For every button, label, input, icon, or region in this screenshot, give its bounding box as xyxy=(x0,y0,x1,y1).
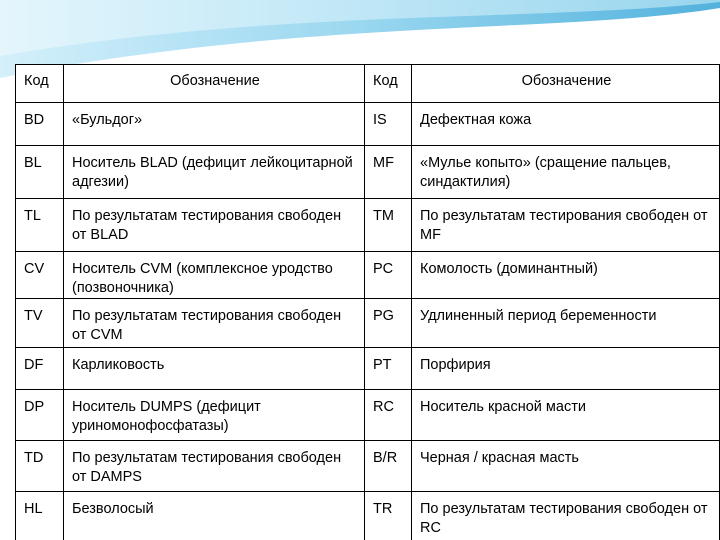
cell-code: TM xyxy=(365,199,412,252)
header-designation-2: Обозначение xyxy=(412,65,720,103)
cell-code: BL xyxy=(16,146,64,199)
table-row xyxy=(16,199,720,252)
cell-designation: По результатам тестирования свободен от RC xyxy=(412,492,720,540)
cell-code: PG xyxy=(365,299,412,348)
cell-designation: По результатам тестирования свободен от MF xyxy=(412,199,720,252)
table-row xyxy=(16,492,720,540)
cell-designation: Порфирия xyxy=(412,348,720,390)
cell-code: RC xyxy=(365,390,412,441)
table-row xyxy=(16,103,720,146)
cell-designation: Черная / красная масть xyxy=(412,441,720,492)
cell-designation: Носитель BLAD (дефицит лейкоцитарной адгезии) xyxy=(64,146,365,199)
cell-designation: Карликовость xyxy=(64,348,365,390)
header-designation-1: Обозначение xyxy=(64,65,365,103)
cell-designation: По результатам тестирования свободен от BLAD xyxy=(64,199,365,252)
cell-code: B/R xyxy=(365,441,412,492)
cell-code: CV xyxy=(16,252,64,299)
cell-designation: Носитель красной масти xyxy=(412,390,720,441)
table-row xyxy=(16,252,720,299)
cell-code: TR xyxy=(365,492,412,540)
cell-code: HL xyxy=(16,492,64,540)
cell-designation: По результатам тестирования свободен от CVM xyxy=(64,299,365,348)
header-code-2: Код xyxy=(365,65,412,103)
cell-code: TD xyxy=(16,441,64,492)
cell-designation: Удлиненный период беременности xyxy=(412,299,720,348)
cell-code: DP xyxy=(16,390,64,441)
cell-code: MF xyxy=(365,146,412,199)
cell-code: TV xyxy=(16,299,64,348)
cell-designation: Носитель CVM (комплексное уродство (позвоночника) xyxy=(64,252,365,299)
cell-designation: Комолость (доминантный) xyxy=(412,252,720,299)
cell-designation: «Мулье копыто» (сращение пальцев, синдактилия) xyxy=(412,146,720,199)
header-code-1: Код xyxy=(16,65,64,103)
table-row xyxy=(16,146,720,199)
cell-code: IS xyxy=(365,103,412,146)
codes-table xyxy=(15,64,720,540)
table-row xyxy=(16,348,720,390)
table-header-row xyxy=(16,65,720,103)
table-row xyxy=(16,390,720,441)
cell-designation: Дефектная кожа xyxy=(412,103,720,146)
cell-code: TL xyxy=(16,199,64,252)
cell-code: PT xyxy=(365,348,412,390)
cell-code: DF xyxy=(16,348,64,390)
cell-designation: «Бульдог» xyxy=(64,103,365,146)
cell-code: BD xyxy=(16,103,64,146)
table-row xyxy=(16,299,720,348)
cell-designation: Носитель DUMPS (дефицит уриномонофосфатазы) xyxy=(64,390,365,441)
cell-designation: Безволосый xyxy=(64,492,365,540)
cell-code: PC xyxy=(365,252,412,299)
table-row xyxy=(16,441,720,492)
cell-designation: По результатам тестирования свободен от DAMPS xyxy=(64,441,365,492)
